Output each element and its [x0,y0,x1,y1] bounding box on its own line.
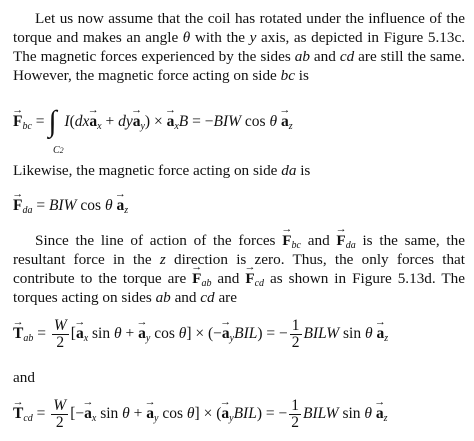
text-line: The magnetic forces experienced by the sides ab and cd are still the same. [13,48,465,65]
text-line: contribute to the torque are → $F_{ab}$ and → $F_{cd}$ as shown in Figure 5.13d. The [13,269,465,288]
equation-tcd: → $T_{cd}$ = $\frac{W}{2}$ [−→ $a_x$ sin θ + → $a_y$ cos θ] × (→ $a_yBIL$) = − $\frac{1}{2}$ BILW $\sin \theta \to a_z$ [13,398,388,431]
equation-fbc: → $F_{bc}$ = ∫ C2 $I(dx\to a_x + dy\to a_y)$ × → $a_xB = -BIW$ $\cos \theta \to a_z$ [13,112,293,131]
text-line: Since the line of action of the forces → $F_{bc}$ and → $F_{da}$ is the same, the [13,231,465,250]
paragraph-intro [13,9,465,85]
fraction-1-over-2: $\frac{1}{2}$ [291,317,300,351]
text-line: Let us now assume that the coil has rotated under the influence of the [35,10,465,27]
text-line: torques acting on sides ab and cd are [13,289,237,306]
paragraph-line-of-action [13,231,465,307]
force-vector-symbol: → F [13,112,22,131]
fraction-w-over-2: $\frac{W}{2}$ [53,397,67,431]
equation-tab: → $T_{ab}$ = $\frac{W}{2}$ [→ $a_x$ sin θ + → $a_y$ cos θ] × (−→ $a_yBIL$) = − $\frac{1}{2}$ BILW $\sin \theta \to a_z$ [13,318,388,351]
integral-subscript: C2 [53,145,64,156]
equation-fda: → $F_{da}$ = BIW $\cos \theta \to a_z$ [13,196,128,215]
connector-and: and [13,369,35,386]
text-line: Likewise, the magnetic force acting on side da is [13,162,311,179]
fraction-1-over-2: $\frac{1}{2}$ [291,397,299,431]
paragraph-likewise [13,161,465,180]
subscript-bc: bc [22,121,32,132]
text-line: However, the magnetic force acting on side bc is [13,67,309,84]
fraction-w-over-2: $\frac{W}{2}$ [53,317,67,351]
text-line: torque and makes an angle θ with the y axis, as depicted in Figure 5.13c. [13,29,465,46]
integral-sign: ∫ [48,105,57,139]
text-line: resultant force in the z direction is zero. Thus, the only forces that [13,251,465,268]
